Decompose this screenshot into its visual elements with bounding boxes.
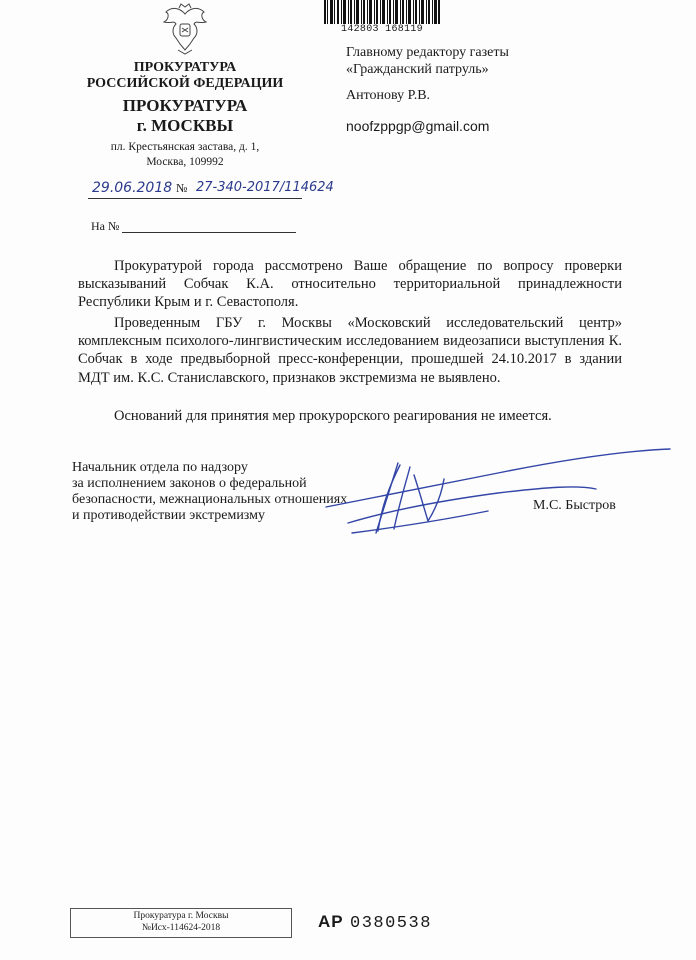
number-sign: № xyxy=(176,181,188,195)
coat-of-arms-icon xyxy=(160,2,210,56)
position-line-1: Начальник отдела по надзору xyxy=(72,460,248,475)
address-line-2: Москва, 109992 xyxy=(146,156,224,168)
organization-header xyxy=(80,60,290,92)
handwritten-signature xyxy=(318,445,678,541)
office-address xyxy=(80,140,290,170)
addressee-name: Антонову Р.В. xyxy=(346,88,431,103)
position-line-4: и противодействии экстремизму xyxy=(72,508,265,523)
handwritten-number: 27-340-2017/114624 xyxy=(196,180,334,195)
office-header xyxy=(80,96,290,136)
stamp-line-2: №Исх-114624-2018 xyxy=(141,923,221,933)
barcode-number: 142803 168119 xyxy=(341,24,423,35)
form-series: АР xyxy=(318,912,344,931)
handwritten-date: 29.06.2018 xyxy=(92,180,173,196)
addressee-block xyxy=(346,44,509,78)
addressee-line-2: «Гражданский патруль» xyxy=(346,62,489,77)
position-line-2: за исполнением законов о федеральной xyxy=(72,476,307,491)
addressee-line-1: Главному редактору газеты xyxy=(346,45,509,60)
body-paragraph-3: Оснований для принятия мер прокурорского реагирования не имеется. xyxy=(114,408,552,424)
signatory-name: М.С. Быстров xyxy=(533,498,616,513)
registration-stamp-text xyxy=(70,910,292,934)
office-line-2: г. МОСКВЫ xyxy=(136,116,234,135)
reply-to-underline xyxy=(122,232,296,233)
org-line-2: РОССИЙСКОЙ ФЕДЕРАЦИИ xyxy=(86,76,284,91)
barcode xyxy=(322,0,442,24)
addressee-email: noofzppgp@gmail.com xyxy=(346,118,490,134)
office-line-1: ПРОКУРАТУРА xyxy=(122,96,248,115)
signatory-position xyxy=(72,460,347,524)
date-underline xyxy=(88,198,302,199)
form-number: 0380538 xyxy=(350,914,432,933)
org-line-1: ПРОКУРАТУРА xyxy=(133,60,237,75)
body-paragraph-2: Проведенным ГБУ г. Москвы «Московский исследовательский центр» комплексным психолого-лингвистическим исследованием видеозаписи выступления К. Собчак в ходе предвыборной пресс-конференции, прошедшей 24.10.2017 в здании МДТ им. К.С. Станиславского, признаков экстремизма не выявлено. xyxy=(78,315,622,386)
position-line-3: безопасности, межнациональных отношениях xyxy=(72,492,348,507)
body-paragraph-1: Прокуратурой города рассмотрено Ваше обращение по вопросу проверки высказываний Собчак К.А. относительно территориальной принадлежности Республики Крым и г. Севастополя. xyxy=(78,258,622,311)
reply-to-label: На № xyxy=(91,219,120,233)
address-line-1: пл. Крестьянская застава, д. 1, xyxy=(110,141,260,153)
stamp-line-1: Прокуратура г. Москвы xyxy=(133,911,229,921)
